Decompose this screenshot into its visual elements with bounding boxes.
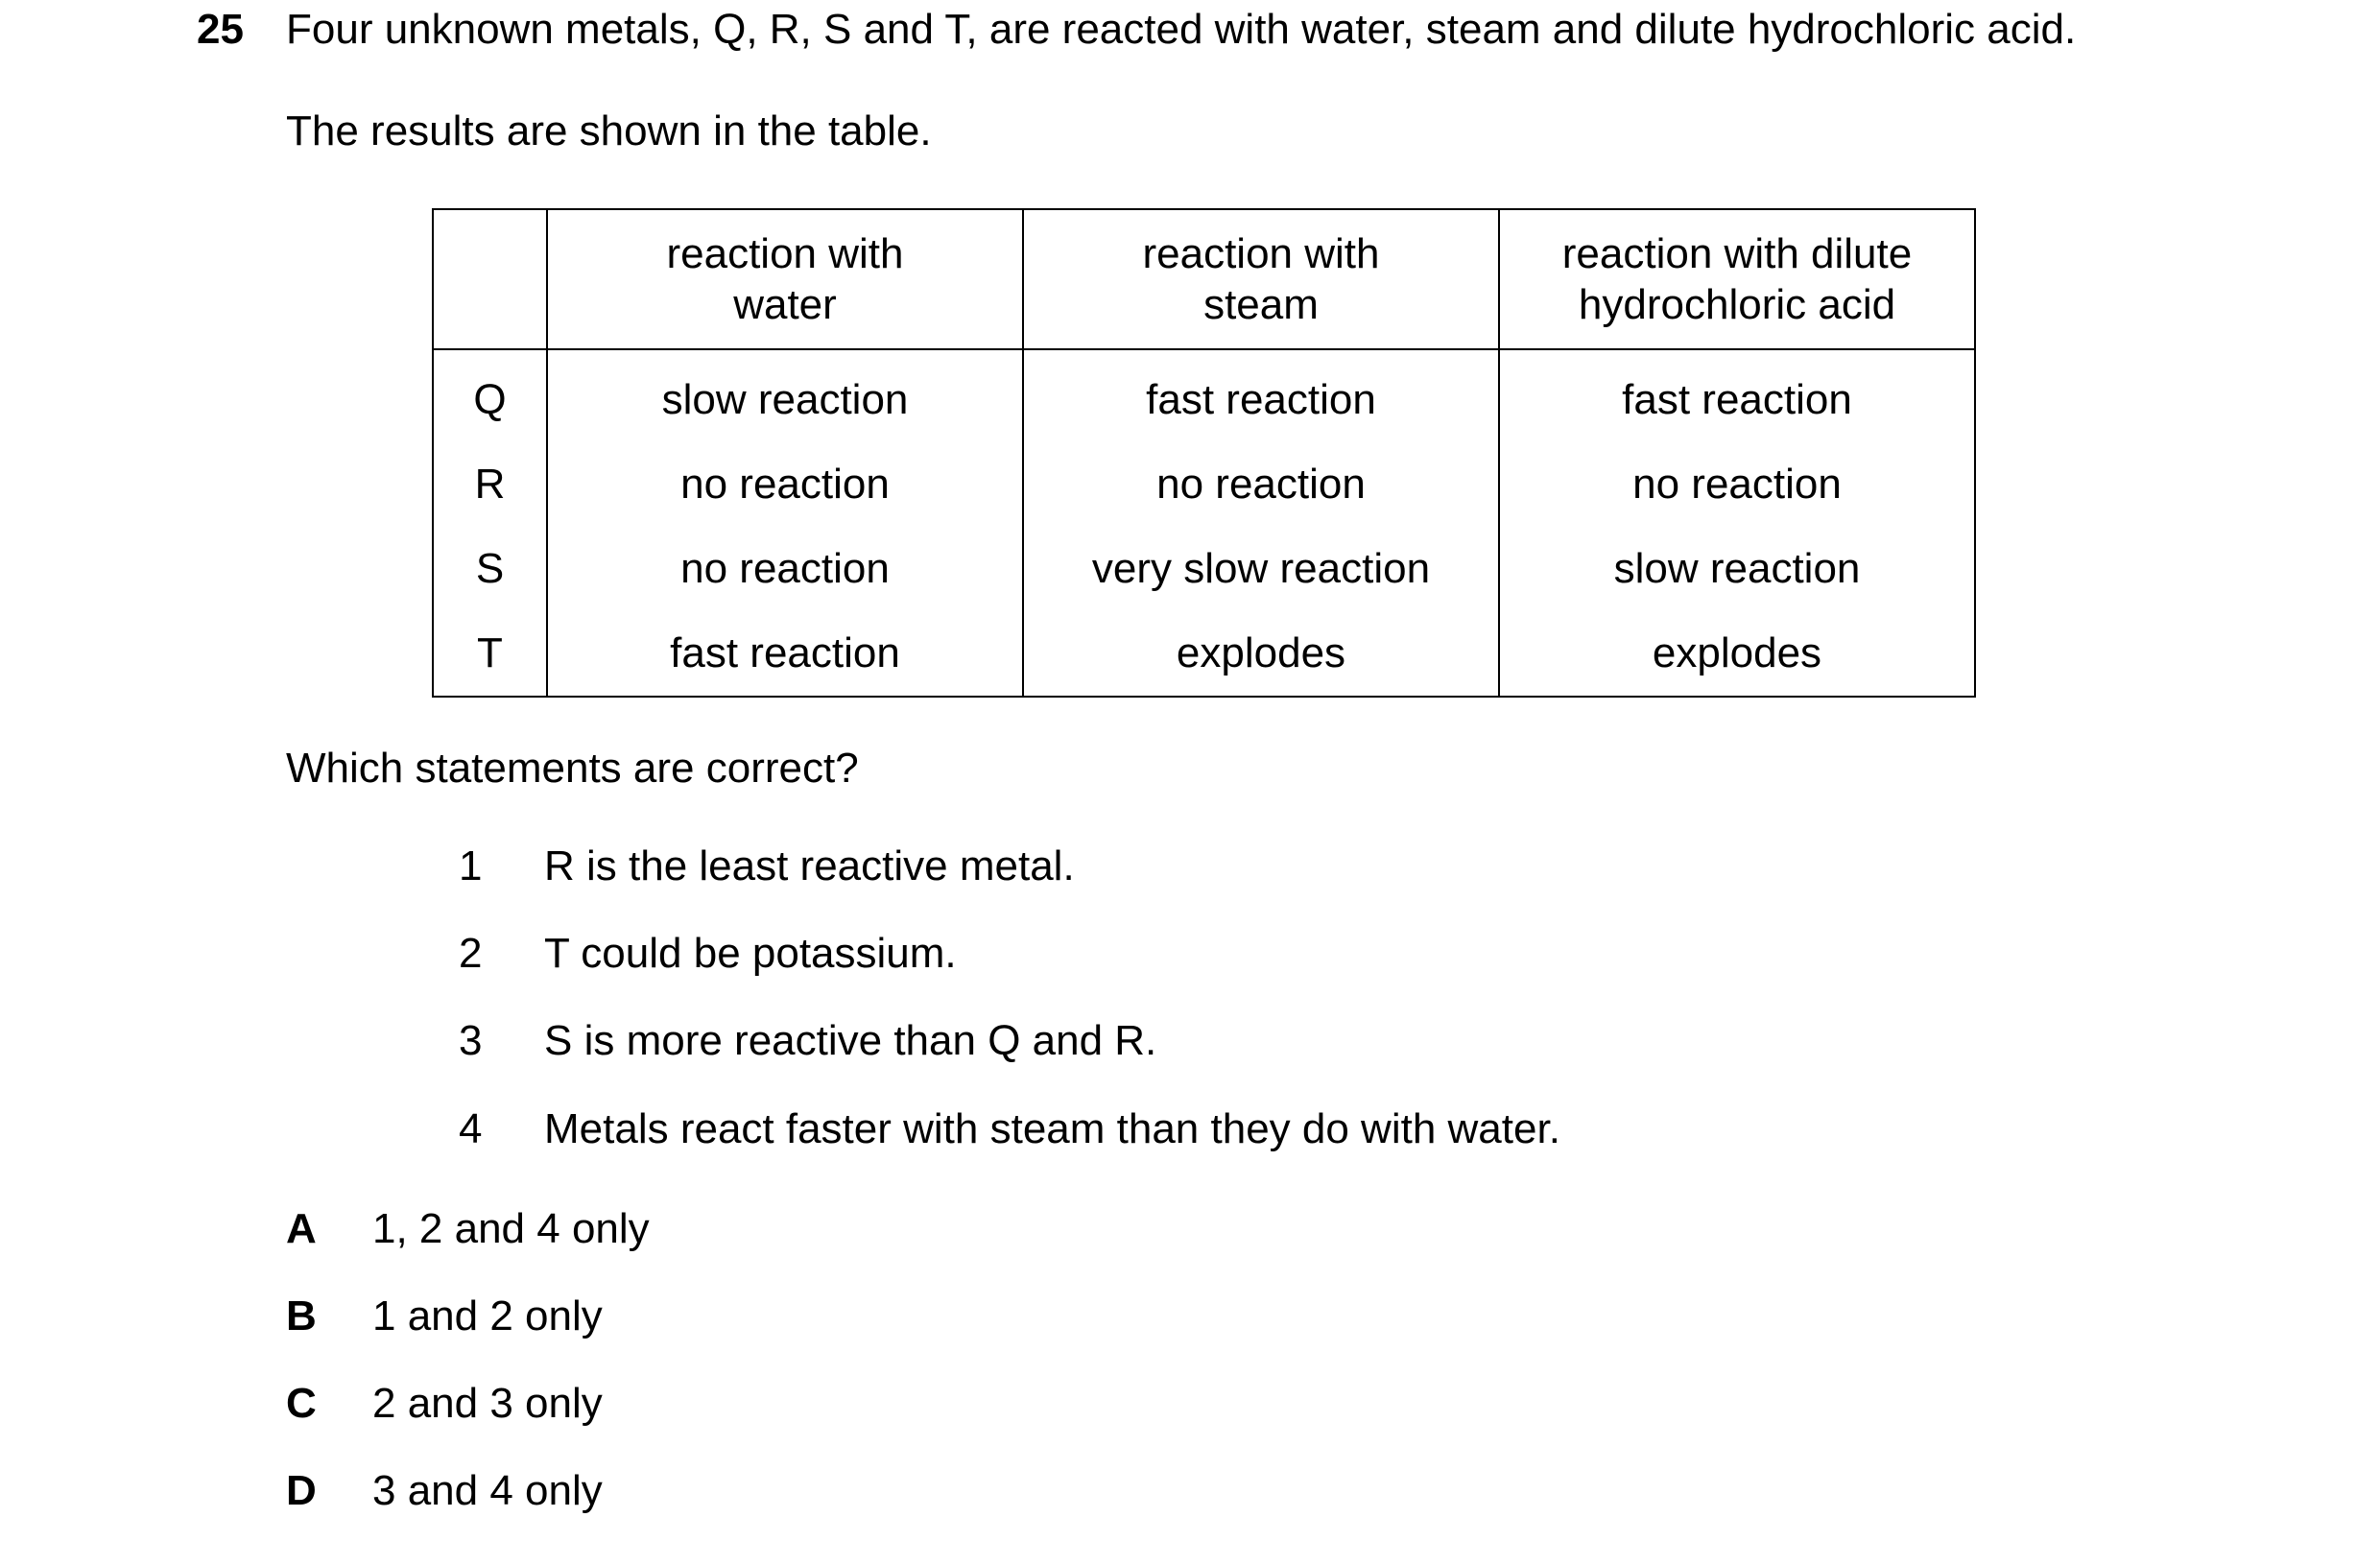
header-steam [1023,209,1499,349]
option-letter: C [286,1380,317,1427]
water-result: slow reaction [547,349,1023,442]
header-acid [1499,209,1975,349]
option-text: 3 and 4 only [372,1467,603,1514]
statement-number: 2 [459,930,483,977]
header-acid-line-1: reaction with dilute [1561,230,1913,277]
option-text: 2 and 3 only [372,1380,603,1427]
acid-result: no reaction [1499,442,1975,527]
acid-result: slow reaction [1499,527,1975,611]
table-intro: The results are shown in the table. [286,107,932,154]
table-row [433,349,1975,442]
option-letter: D [286,1467,317,1514]
steam-result: very slow reaction [1023,527,1499,611]
table-row [433,527,1975,611]
header-water [547,209,1023,349]
statement-number: 3 [459,1017,483,1064]
statement-text: S is more reactive than Q and R. [544,1017,1157,1064]
header-metal [433,209,547,349]
results-table [432,208,1976,698]
metal-label: S [433,527,547,611]
statement-number: 4 [459,1105,483,1152]
table-row [433,442,1975,527]
metal-label: R [433,442,547,527]
option-text: 1, 2 and 4 only [372,1205,650,1252]
metal-label: T [433,611,547,697]
question-stem: Four unknown metals, Q, R, S and T, are reacted with water, steam and dilute hydrochloric acid. [286,6,2077,53]
water-result: fast reaction [547,611,1023,697]
table-header-row [433,209,1975,349]
statement-text: R is the least reactive metal. [544,842,1075,889]
header-steam-line-2: steam [1203,281,1319,328]
steam-result: fast reaction [1023,349,1499,442]
header-water-line-1: reaction with [666,230,904,277]
steam-result: no reaction [1023,442,1499,527]
option-text: 1 and 2 only [372,1292,603,1339]
acid-result: fast reaction [1499,349,1975,442]
metal-label: Q [433,349,547,442]
table-row [433,611,1975,697]
question-prompt: Which statements are correct? [286,745,859,792]
statement-text: Metals react faster with steam than they do with water. [544,1105,1560,1152]
statement-text: T could be potassium. [544,930,957,977]
statement-number: 1 [459,842,483,889]
steam-result: explodes [1023,611,1499,697]
header-acid-line-2: hydrochloric acid [1578,281,1896,328]
header-steam-line-1: reaction with [1142,230,1380,277]
option-letter: A [286,1205,317,1252]
option-letter: B [286,1292,317,1339]
acid-result: explodes [1499,611,1975,697]
water-result: no reaction [547,442,1023,527]
question-number: 25 [197,6,244,53]
header-water-line-2: water [733,281,837,328]
water-result: no reaction [547,527,1023,611]
